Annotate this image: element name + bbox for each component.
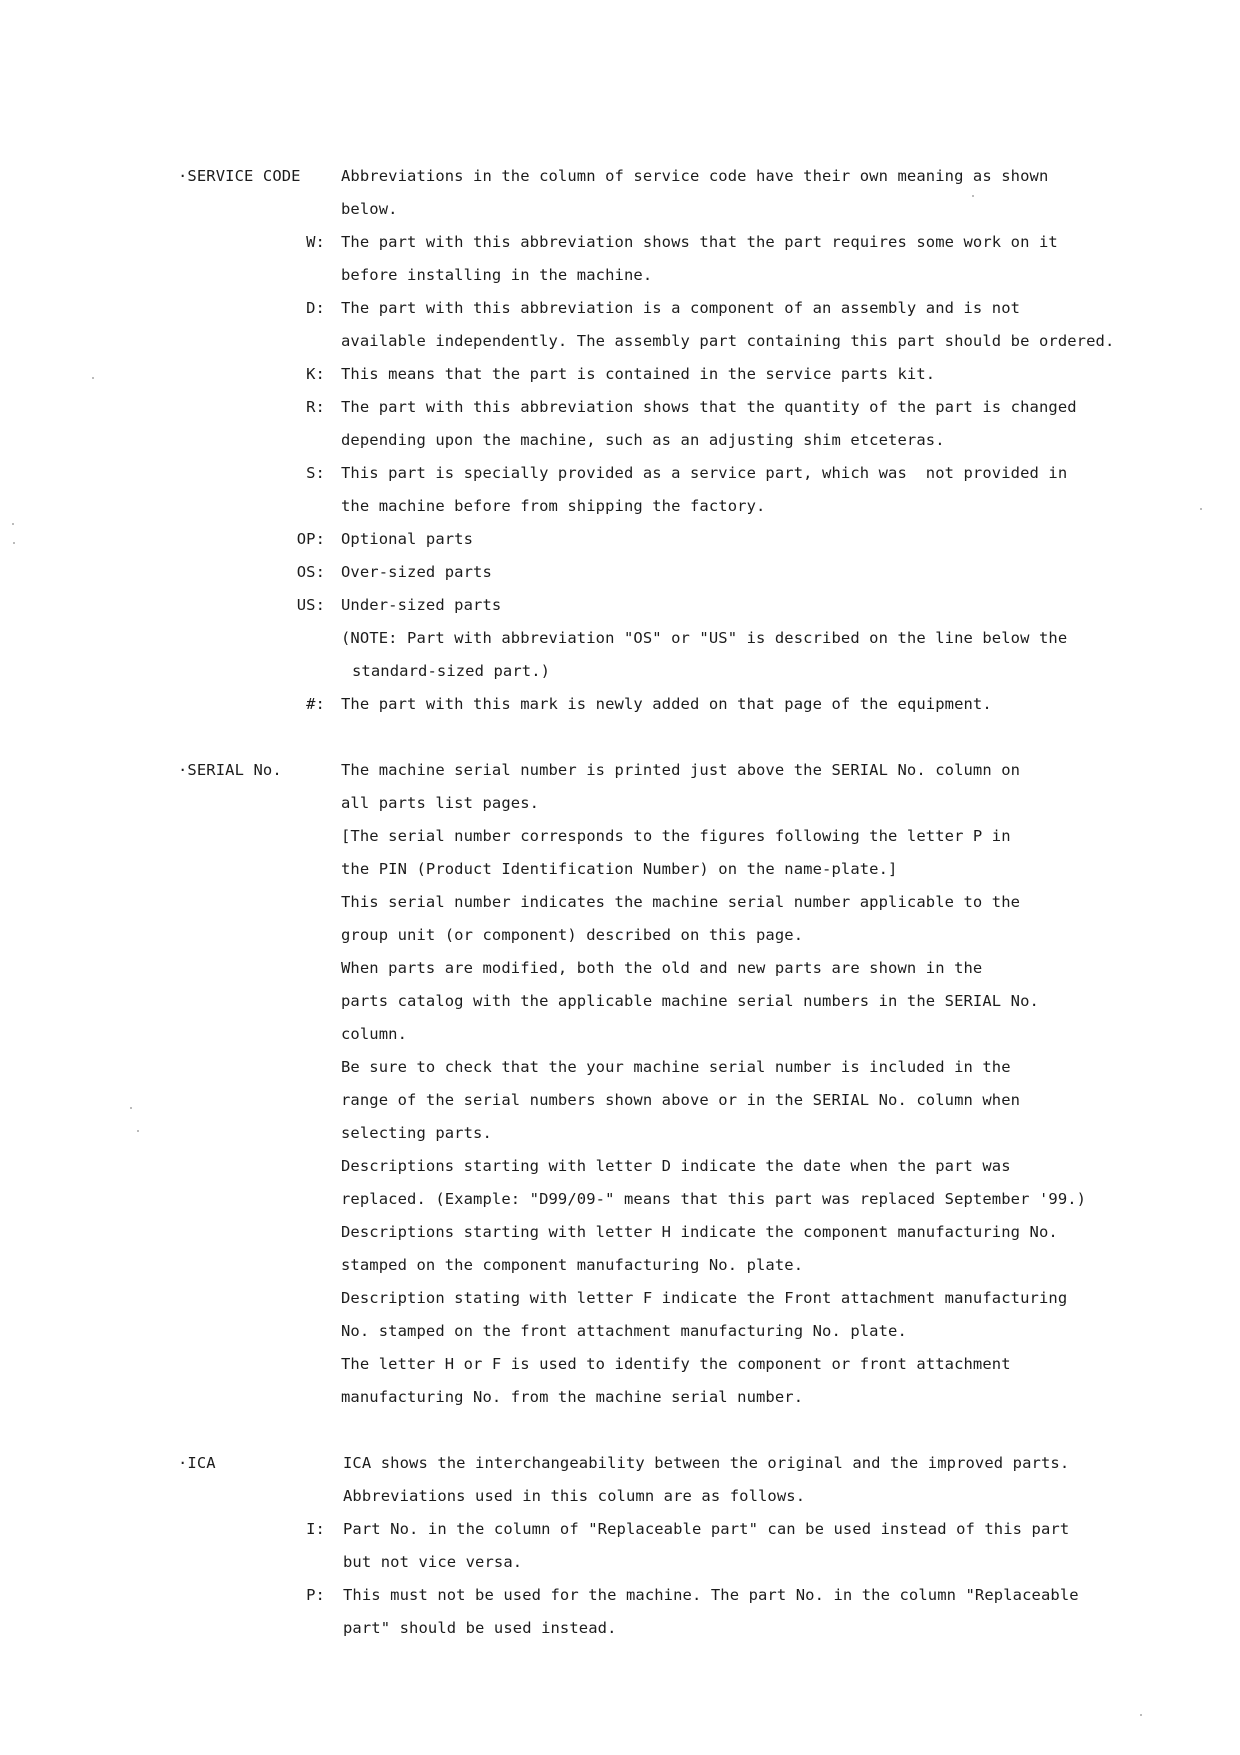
serial-no-line: Descriptions starting with letter H indicate the component manufacturing No.	[341, 1223, 1058, 1241]
serial-no-line: column.	[341, 1025, 408, 1043]
service-code-d-text: available independently. The assembly part containing this part should be ordered.	[341, 332, 1115, 350]
service-code-us-label: US:	[296, 596, 325, 614]
service-code-s-text: the machine before from shipping the factory.	[341, 497, 766, 515]
service-code-r-text: depending upon the machine, such as an adjusting shim etceteras.	[341, 431, 945, 449]
serial-no-line: No. stamped on the front attachment manufacturing No. plate.	[341, 1322, 907, 1340]
service-code-s-text: This part is specially provided as a service part, which was not provided in	[341, 464, 1068, 482]
serial-no-line: The letter H or F is used to identify the component or front attachment	[341, 1355, 1011, 1373]
scan-speck	[1200, 508, 1202, 510]
service-code-w-text: The part with this abbreviation shows that the part requires some work on it	[341, 233, 1058, 251]
service-code-note: standard-sized part.)	[352, 662, 551, 680]
service-code-w-text: before installing in the machine.	[341, 266, 653, 284]
serial-no-line: Be sure to check that the your machine serial number is included in the	[341, 1058, 1011, 1076]
ica-p-label: P:	[306, 1586, 325, 1604]
service-code-intro-line: below.	[341, 200, 398, 218]
service-code-w-label: W:	[306, 233, 325, 251]
serial-no-line: manufacturing No. from the machine serial number.	[341, 1388, 804, 1406]
scan-speck	[972, 195, 974, 197]
serial-no-line: all parts list pages.	[341, 794, 540, 812]
serial-no-line: group unit (or component) described on this page.	[341, 926, 804, 944]
service-code-k-label: K:	[306, 365, 325, 383]
ica-i-label: I:	[306, 1520, 325, 1538]
serial-no-line: stamped on the component manufacturing No. plate.	[341, 1256, 804, 1274]
serial-no-line: [The serial number corresponds to the figures following the letter P in	[341, 827, 1011, 845]
serial-no-line: replaced. (Example: "D99/09-" means that this part was replaced September '99.)	[341, 1190, 1087, 1208]
service-code-os-label: OS:	[296, 563, 325, 581]
service-code-hash-text: The part with this mark is newly added on that page of the equipment.	[341, 695, 992, 713]
service-code-k-text: This means that the part is contained in the service parts kit.	[341, 365, 936, 383]
scan-speck	[1140, 1714, 1142, 1716]
service-code-us-text: Under-sized parts	[341, 596, 502, 614]
ica-heading: ·ICA	[178, 1454, 216, 1472]
serial-no-line: When parts are modified, both the old and new parts are shown in the	[341, 959, 983, 977]
ica-p-text: part" should be used instead.	[343, 1619, 617, 1637]
service-code-op-text: Optional parts	[341, 530, 474, 548]
service-code-heading: ·SERVICE CODE	[178, 167, 301, 185]
ica-i-text: Part No. in the column of "Replaceable part" can be used instead of this part	[343, 1520, 1070, 1538]
serial-no-line: the PIN (Product Identification Number) on the name-plate.]	[341, 860, 898, 878]
service-code-hash-label: #:	[306, 695, 325, 713]
scan-speck	[130, 1107, 132, 1109]
ica-intro-line: Abbreviations used in this column are as follows.	[343, 1487, 806, 1505]
serial-no-line: Descriptions starting with letter D indicate the date when the part was	[341, 1157, 1011, 1175]
scan-speck	[137, 1130, 139, 1132]
scan-speck	[13, 542, 15, 544]
scan-speck	[92, 377, 94, 379]
service-code-op-label: OP:	[296, 530, 325, 548]
service-code-os-text: Over-sized parts	[341, 563, 492, 581]
serial-no-line: parts catalog with the applicable machine serial numbers in the SERIAL No.	[341, 992, 1039, 1010]
scan-speck	[12, 523, 14, 525]
service-code-note: (NOTE: Part with abbreviation "OS" or "US" is described on the line below the	[341, 629, 1068, 647]
ica-intro-line: ICA shows the interchangeability between the original and the improved parts.	[343, 1454, 1070, 1472]
serial-no-heading: ·SERIAL No.	[178, 761, 282, 779]
service-code-r-text: The part with this abbreviation shows that the quantity of the part is changed	[341, 398, 1077, 416]
serial-no-line: Description stating with letter F indicate the Front attachment manufacturing	[341, 1289, 1068, 1307]
serial-no-line: selecting parts.	[341, 1124, 492, 1142]
service-code-s-label: S:	[306, 464, 325, 482]
service-code-d-text: The part with this abbreviation is a component of an assembly and is not	[341, 299, 1021, 317]
ica-p-text: This must not be used for the machine. The part No. in the column "Replaceable	[343, 1586, 1079, 1604]
service-code-r-label: R:	[306, 398, 325, 416]
serial-no-line: The machine serial number is printed just above the SERIAL No. column on	[341, 761, 1021, 779]
serial-no-line: This serial number indicates the machine serial number applicable to the	[341, 893, 1021, 911]
ica-i-text: but not vice versa.	[343, 1553, 523, 1571]
service-code-d-label: D:	[306, 299, 325, 317]
serial-no-line: range of the serial numbers shown above or in the SERIAL No. column when	[341, 1091, 1021, 1109]
service-code-intro-line: Abbreviations in the column of service code have their own meaning as shown	[341, 167, 1049, 185]
